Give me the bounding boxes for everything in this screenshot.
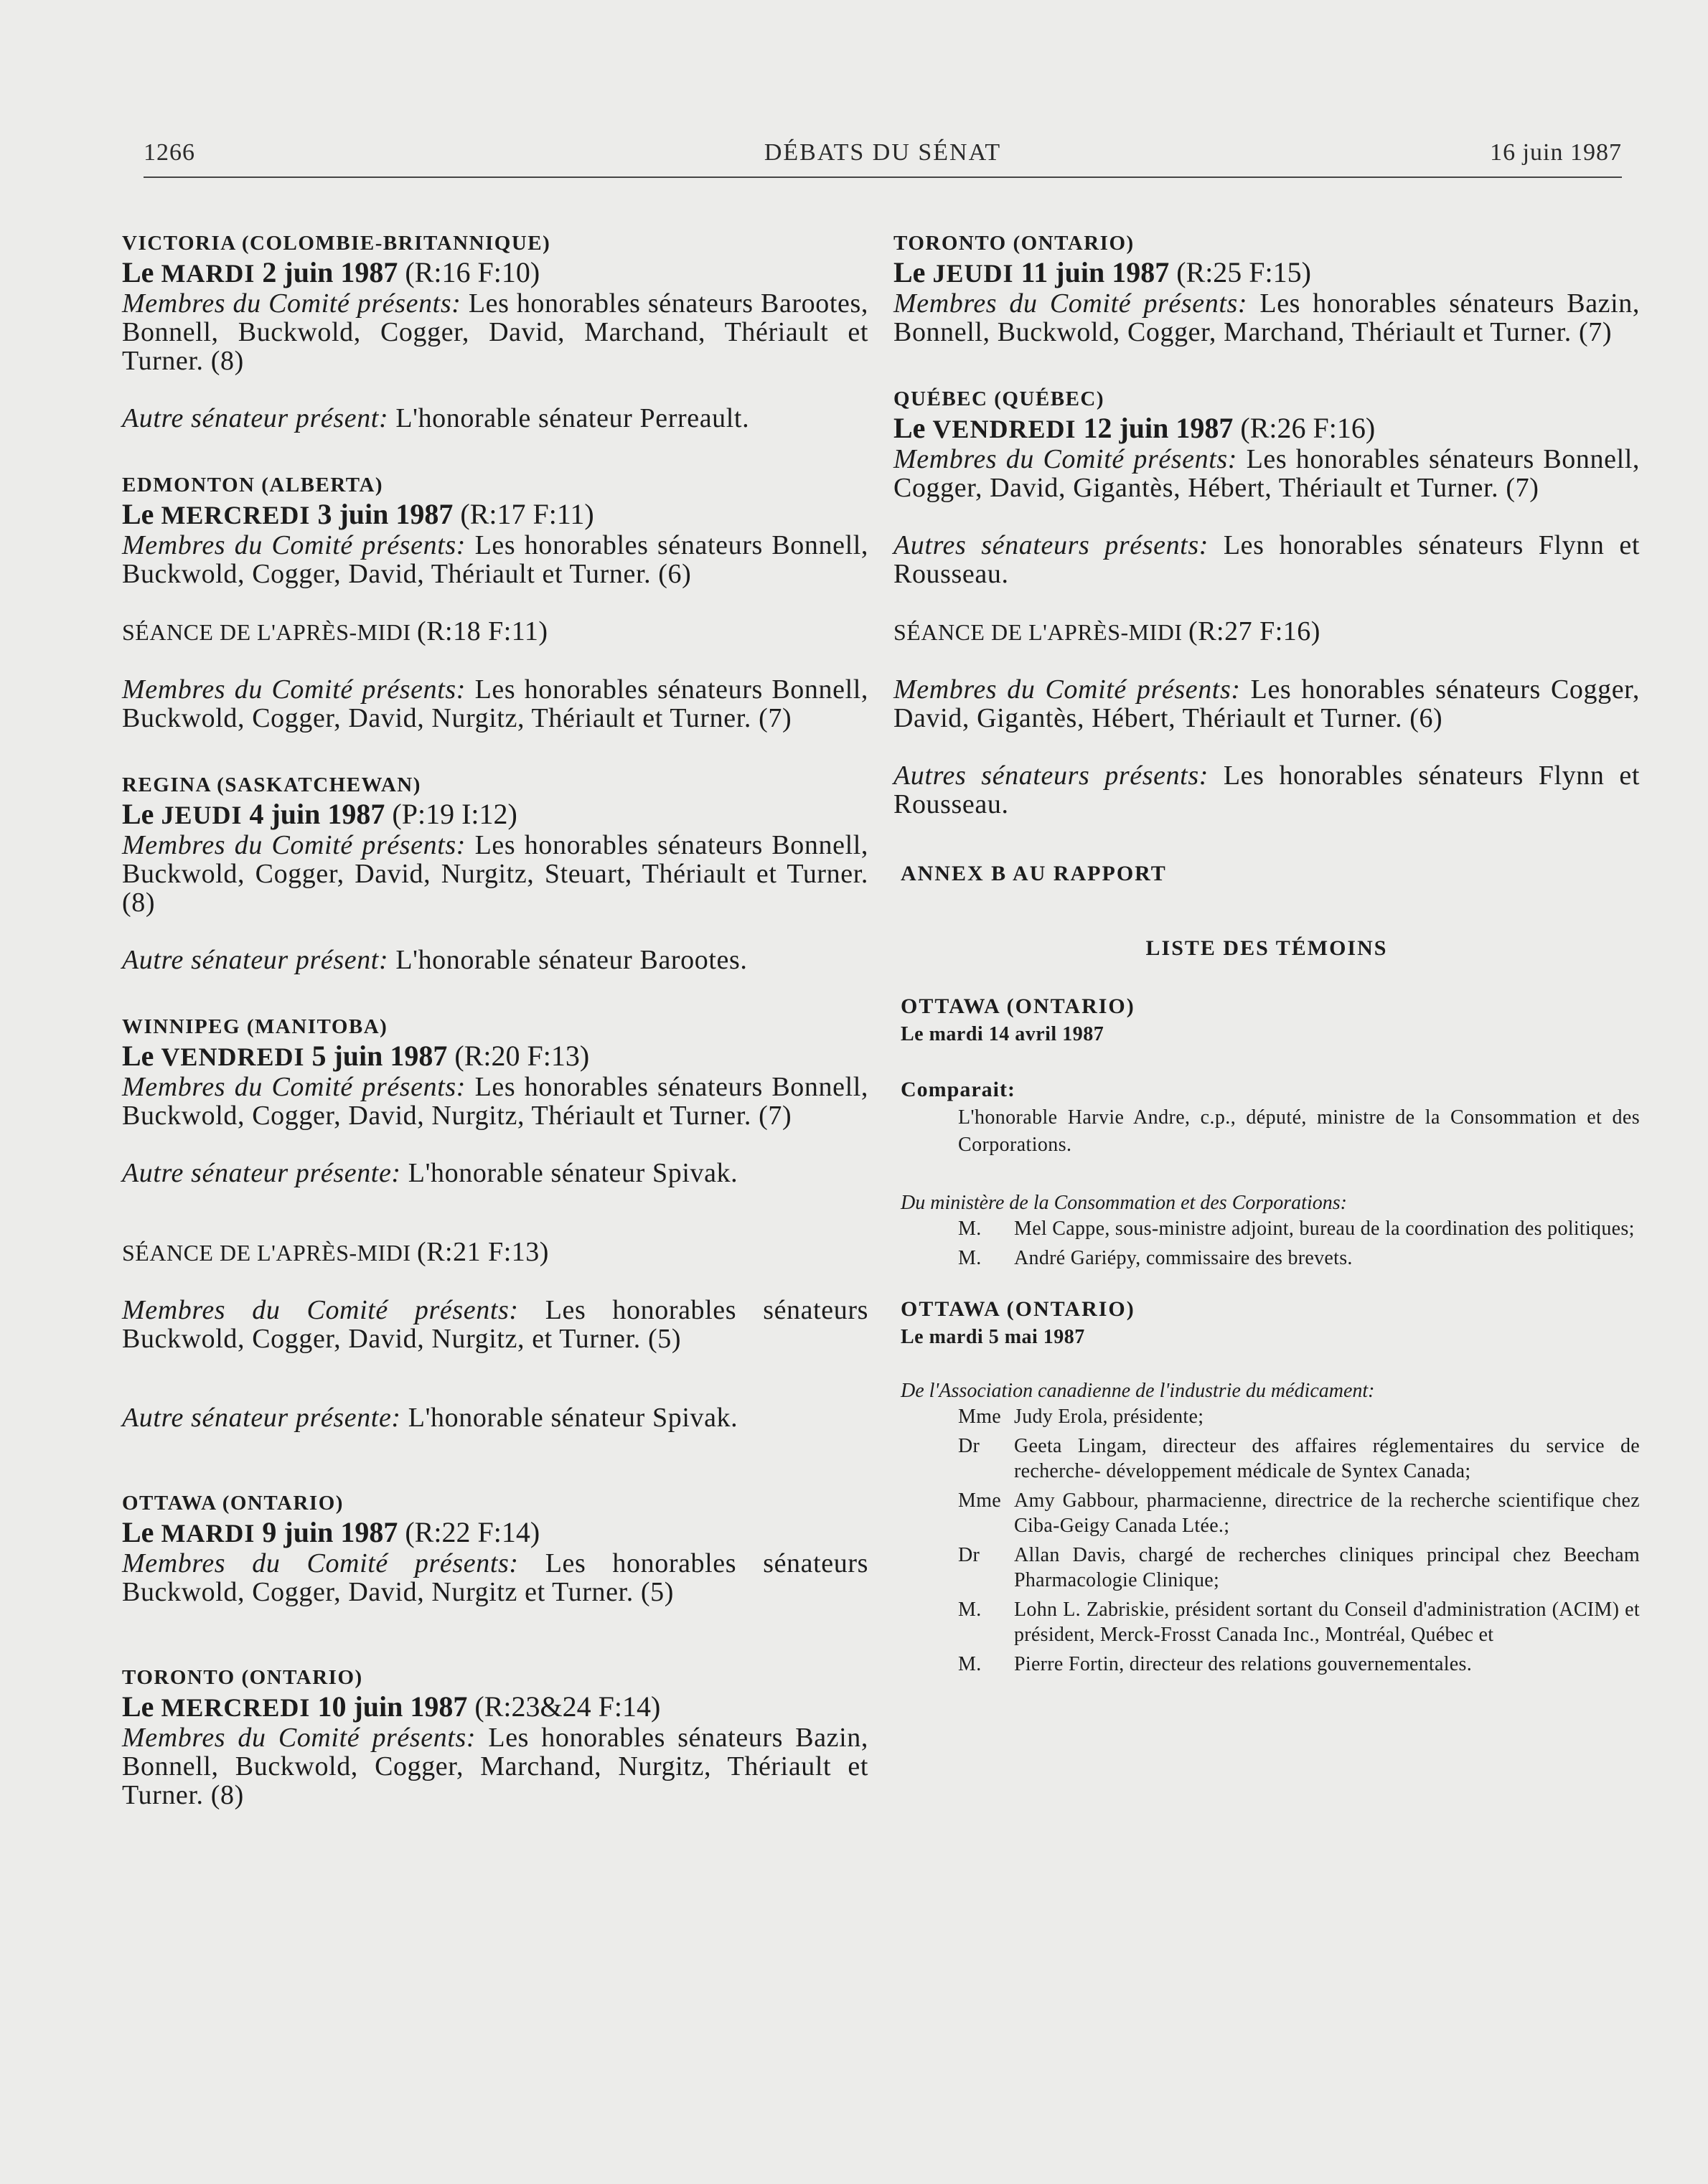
witness-list-title: LISTE DES TÉMOINS (1145, 936, 1388, 960)
meeting-location: REGINA (SASKATCHEWAN) (122, 773, 421, 796)
list-item: Mme Amy Gabbour, pharmacienne, directrice de la recherche scientifique chez Ciba-Geigy Canada Ltée.; (958, 1489, 1640, 1537)
session-date: Le mardi 5 mai 1987 (901, 1326, 1085, 1348)
organization: De l'Association canadienne de l'industrie du médicament: (901, 1380, 1375, 1402)
members-present: Membres du Comité présents: Les honorables sénateurs Bonnell, Buckwold, Cogger, David, Nurgitz, Thériault et Turner. (7) (122, 674, 868, 733)
meeting-date: Le VENDREDI 12 juin 1987 (R:26 F:16) (893, 412, 1376, 444)
list-item: Dr Allan Davis, chargé de recherches cliniques principal chez Beecham Pharmacologie Clinique; (958, 1544, 1640, 1591)
other-senators: Autres sénateurs présents: Les honorables sénateurs Flynn et Rousseau. (893, 530, 1640, 589)
other-senator: Autre sénateur présente: L'honorable sénateur Spivak. (122, 1403, 738, 1433)
meeting-location: OTTAWA (ONTARIO) (122, 1492, 344, 1515)
meeting-location: VICTORIA (COLOMBIE-BRITANNIQUE) (122, 232, 551, 255)
members-present: Membres du Comité présents: Les honorables sénateurs Barootes, Bonnell, Buckwold, Cogger, David, Marchand, Thériault et Turner. (8) (122, 288, 868, 376)
meeting-location: TORONTO (ONTARIO) (893, 232, 1135, 255)
session-location: OTTAWA (ONTARIO) (901, 1297, 1135, 1321)
meeting-date: Le VENDREDI 5 juin 1987 (R:20 F:13) (122, 1040, 590, 1072)
members-present: Membres du Comité présents: Les honorables sénateurs Bazin, Bonnell, Buckwold, Cogger, Marchand, Thériault et Turner. (7) (893, 288, 1640, 347)
list-item: M. Mel Cappe, sous-ministre adjoint, bureau de la coordination des politiques; (958, 1218, 1635, 1240)
witness-list (901, 1404, 1640, 1677)
members-present: Membres du Comité présents: Les honorables sénateurs Bonnell, Buckwold, Cogger, David, Nurgitz, Steuart, Thériault et Turner. (8) (122, 830, 868, 918)
meeting-date: Le JEUDI 11 juin 1987 (R:25 F:15) (893, 256, 1311, 288)
left-column (122, 230, 868, 1848)
session-location: OTTAWA (ONTARIO) (901, 994, 1135, 1018)
meeting-date: Le MERCREDI 3 juin 1987 (R:17 F:11) (122, 498, 594, 530)
comparait-label: Comparait: (901, 1078, 1015, 1101)
meeting-entry (122, 1013, 868, 1432)
members-present: Membres du Comité présents: Les honorables sénateurs Cogger, David, Gigantès, Hébert, Thériault et Turner. (6) (893, 674, 1640, 733)
meeting-location: QUÉBEC (QUÉBEC) (893, 387, 1105, 410)
meeting-date: Le MARDI 9 juin 1987 (R:22 F:14) (122, 1516, 540, 1548)
meeting-date: Le MARDI 2 juin 1987 (R:16 F:10) (122, 256, 540, 288)
meeting-entry (122, 471, 868, 733)
right-column (893, 230, 1640, 1681)
meeting-location: EDMONTON (ALBERTA) (122, 474, 384, 496)
other-senator: Autre sénateur présent: L'honorable sénateur Perreault. (122, 403, 750, 433)
list-item: M. André Gariépy, commissaire des brevets. (958, 1247, 1353, 1269)
comparait-text: L'honorable Harvie Andre, c.p., député, ministre de la Consommation et des Corporations. (958, 1106, 1640, 1156)
meeting-entry (122, 1489, 868, 1606)
meeting-location: WINNIPEG (MANITOBA) (122, 1015, 388, 1038)
witness-session (901, 1295, 1640, 1677)
meeting-entry (122, 230, 868, 433)
members-present: Membres du Comité présents: Les honorables sénateurs Buckwold, Cogger, David, Nurgitz, et Turner. (5) (122, 1295, 868, 1354)
other-senators: Autres sénateurs présents: Les honorables sénateurs Flynn et Rousseau. (893, 761, 1640, 819)
page-title: DÉBATS DU SÉNAT (764, 139, 1002, 166)
other-senator: Autre sénateur présent: L'honorable sénateur Barootes. (122, 945, 748, 975)
witness-session (901, 992, 1640, 1271)
page-number: 1266 (144, 139, 195, 166)
meeting-entry (893, 385, 1640, 819)
page-header (144, 136, 1622, 178)
session-date: Le mardi 14 avril 1987 (901, 1023, 1104, 1045)
organization: Du ministère de la Consommation et des Corporations: (901, 1192, 1347, 1214)
meeting-entry (122, 1664, 868, 1809)
afternoon-session: SÉANCE DE L'APRÈS-MIDI (R:21 F:13) (122, 1237, 549, 1267)
meeting-entry (122, 771, 868, 974)
members-present: Membres du Comité présents: Les honorables sénateurs Bonnell, Buckwold, Cogger, David, Thériault et Turner. (6) (122, 530, 868, 589)
list-item: Mme Judy Erola, présidente; (958, 1406, 1204, 1428)
annex-title: ANNEX B AU RAPPORT (901, 862, 1167, 885)
list-item: M. Pierre Fortin, directeur des relations gouvernementales. (958, 1653, 1473, 1675)
header-date: 16 juin 1987 (1490, 139, 1622, 166)
afternoon-session: SÉANCE DE L'APRÈS-MIDI (R:18 F:11) (122, 616, 548, 646)
members-present: Membres du Comité présents: Les honorables sénateurs Bonnell, Cogger, David, Gigantès, Hébert, Thériault et Turner. (7) (893, 444, 1640, 503)
members-present: Membres du Comité présents: Les honorables sénateurs Buckwold, Cogger, David, Nurgitz et Turner. (5) (122, 1548, 868, 1607)
meeting-date: Le MERCREDI 10 juin 1987 (R:23&24 F:14) (122, 1690, 661, 1723)
members-present: Membres du Comité présents: Les honorables sénateurs Bazin, Bonnell, Buckwold, Cogger, Marchand, Nurgitz, Thériault et Turner. (8) (122, 1723, 868, 1810)
meeting-location: TORONTO (ONTARIO) (122, 1666, 363, 1689)
other-senator: Autre sénateur présente: L'honorable sénateur Spivak. (122, 1158, 738, 1188)
meeting-date: Le JEUDI 4 juin 1987 (P:19 I:12) (122, 798, 517, 830)
list-item: Dr Geeta Lingam, directeur des affaires réglementaires du service de recherche- développement médicale de Syntex Canada; (958, 1435, 1640, 1482)
meeting-entry (893, 230, 1640, 347)
afternoon-session: SÉANCE DE L'APRÈS-MIDI (R:27 F:16) (893, 616, 1320, 646)
list-item: M. Lohn L. Zabriskie, président sortant du Conseil d'administration (ACIM) et président, Merck-Frosst Canada Inc., Montréal, Québec et (958, 1599, 1640, 1646)
members-present: Membres du Comité présents: Les honorables sénateurs Bonnell, Buckwold, Cogger, David, Nurgitz, Thériault et Turner. (7) (122, 1072, 868, 1131)
witness-list (901, 1216, 1640, 1271)
